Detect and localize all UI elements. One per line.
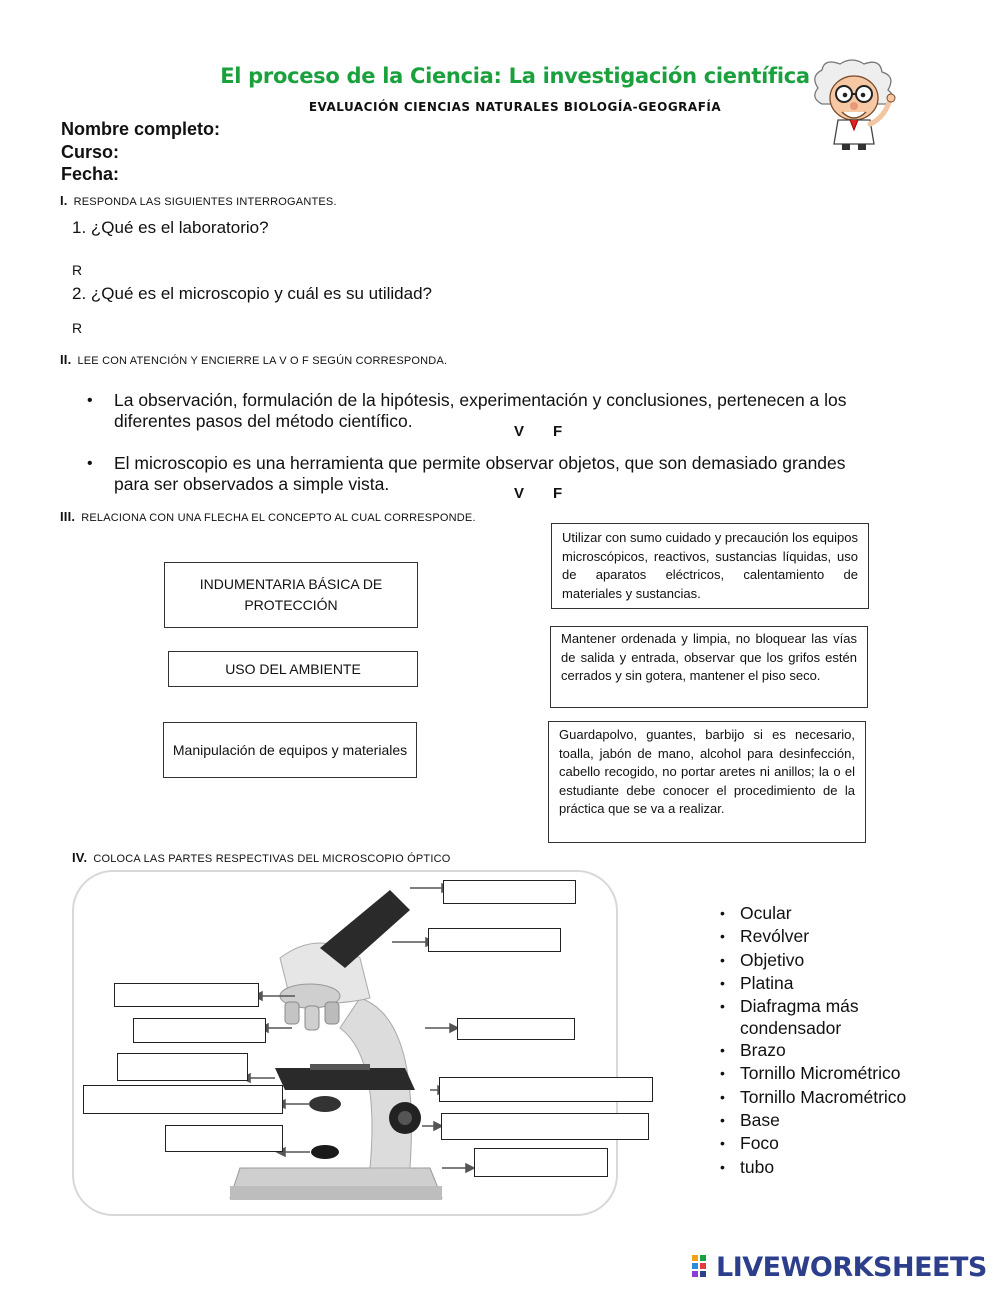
part-item[interactable]: • Revólver [720, 925, 906, 948]
description-box-1[interactable]: Utilizar con sumo cuidado y precaución los equipos microscópicos, reactivos, sustancias líquidas, uso de aparatos eléctricos, calentamiento de materiales y sustancias. [551, 523, 869, 609]
part-item[interactable]: • Foco [720, 1132, 906, 1155]
part-item[interactable]: • Ocular [720, 902, 906, 925]
section-2-heading-text: LEE CON ATENCIÓN Y ENCIERRE LA V O F SEGÚN CORRESPONDA. [77, 355, 448, 367]
part-blank-4[interactable] [133, 1018, 266, 1043]
part-blank-10[interactable] [165, 1125, 283, 1152]
section-1-numeral: I. [60, 193, 68, 208]
statement-1: • La observación, formulación de la hipótesis, experimentación y conclusiones, pertenecen a los diferentes pasos del método científico. [114, 390, 884, 432]
liveworksheets-logo-icon [692, 1253, 716, 1279]
concept-box-environment[interactable]: USO DEL AMBIENTE [168, 651, 418, 687]
page-subtitle: EVALUACIÓN CIENCIAS NATURALES BIOLOGÍA-GEOGRAFÍA [308, 100, 722, 114]
microscope-parts-list [720, 902, 906, 1179]
part-item[interactable]: • Brazo [720, 1039, 906, 1062]
answer-label-2: R [72, 320, 83, 336]
section-1-heading [60, 193, 337, 208]
part-blank-5[interactable] [457, 1018, 575, 1040]
statement-2-false[interactable]: F [553, 485, 563, 502]
part-item[interactable]: • Objetivo [720, 949, 906, 972]
answer-label-1: R [72, 262, 83, 278]
section-3-heading [60, 509, 476, 524]
name-field-label: Nombre completo: [61, 119, 221, 139]
statement-1-false[interactable]: F [553, 423, 563, 440]
description-box-3[interactable]: Guardapolvo, guantes, barbijo si es necesario, toalla, jabón de mano, alcohol para desinfección, cabello recogido, no portar aretes ni anillos; la o el estudiante debe conocer el procedimiento de la práctica que se va a realizar. [548, 721, 866, 843]
question-1: 1. ¿Qué es el laboratorio? [72, 218, 269, 237]
date-field-label: Fecha: [61, 164, 120, 184]
part-blank-9[interactable] [441, 1113, 649, 1140]
section-2-numeral: II. [60, 352, 72, 367]
part-blank-2[interactable] [428, 928, 561, 952]
part-item[interactable]: • tubo [720, 1156, 906, 1179]
part-blank-1[interactable] [443, 880, 576, 904]
section-4-heading [72, 850, 451, 865]
scientist-illustration [808, 58, 900, 154]
section-3-numeral: III. [60, 509, 76, 524]
part-item[interactable]: • Tornillo Macrométrico [720, 1086, 906, 1109]
section-3-heading-text: RELACIONA CON UNA FLECHA EL CONCEPTO AL CUAL CORRESPONDE. [81, 512, 476, 524]
part-blank-7[interactable] [439, 1077, 653, 1102]
part-item[interactable]: • Base [720, 1109, 906, 1132]
section-1-heading-text: RESPONDA LAS SIGUIENTES INTERROGANTES. [73, 196, 337, 208]
liveworksheets-logo [692, 1252, 987, 1283]
question-2: 2. ¿Qué es el microscopio y cuál es su utilidad? [72, 284, 433, 303]
part-item[interactable]: • Tornillo Micrométrico [720, 1062, 906, 1085]
part-item[interactable]: • Diafragma más condensador [720, 995, 900, 1039]
statement-2: • El microscopio es una herramienta que permite observar objetos, que son demasiado grandes para ser observados a simple vista. [114, 453, 884, 495]
concept-box-protection[interactable]: INDUMENTARIA BÁSICA DE PROTECCIÓN [164, 562, 418, 628]
description-box-2[interactable]: Mantener ordenada y limpia, no bloquear las vías de salida y entrada, observar que los grifos estén cerrados y sin gotera, mantener el piso seco. [550, 626, 868, 708]
part-blank-6[interactable] [117, 1053, 248, 1081]
statement-2-true[interactable]: V [514, 485, 525, 502]
section-4-heading-text: COLOCA LAS PARTES RESPECTIVAS DEL MICROSCOPIO ÓPTICO [93, 853, 451, 865]
concept-box-equipment[interactable]: Manipulación de equipos y materiales [163, 722, 417, 778]
section-2-heading [60, 352, 447, 367]
statement-1-true[interactable]: V [514, 423, 525, 440]
section-4-numeral: IV. [72, 850, 88, 865]
part-blank-11[interactable] [474, 1148, 608, 1177]
liveworksheets-logo-text: LIVEWORKSHEETS [716, 1252, 987, 1283]
course-field-label: Curso: [61, 142, 119, 162]
part-blank-8[interactable] [83, 1085, 283, 1114]
part-blank-3[interactable] [114, 983, 259, 1007]
part-item[interactable]: • Platina [720, 972, 906, 995]
page-title: El proceso de la Ciencia: La investigación científica [220, 64, 810, 88]
